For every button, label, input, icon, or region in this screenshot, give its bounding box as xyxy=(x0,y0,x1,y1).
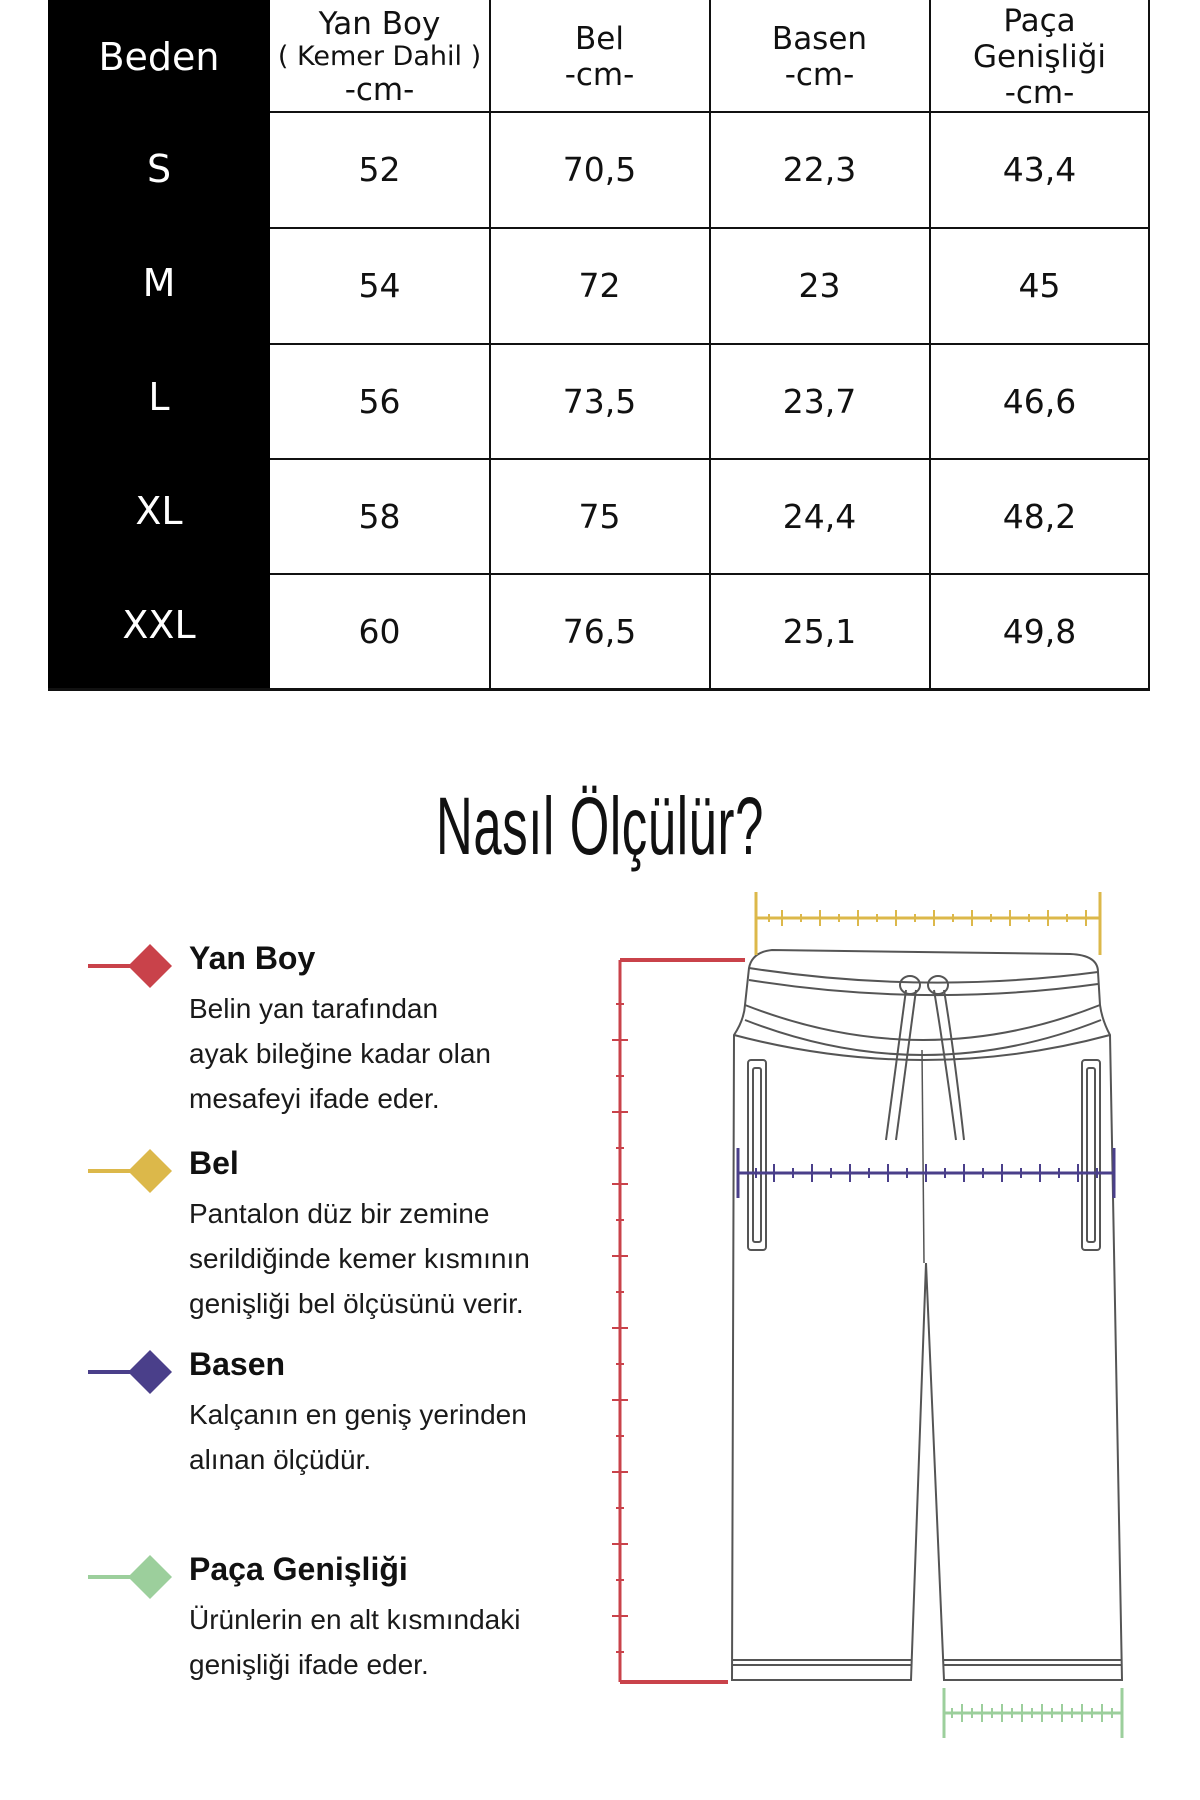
table-divider xyxy=(270,458,1150,460)
header-waist-title: Bel xyxy=(575,20,624,57)
how-to-measure-title: Nasıl Ölçülür? xyxy=(436,781,764,872)
size-cell: XL xyxy=(135,489,183,533)
diamond-marker-icon xyxy=(88,944,178,988)
leg-width-cell: 45 xyxy=(1018,265,1061,305)
legend-title: Paça Genişliği xyxy=(189,1551,408,1587)
header-hip-unit: -cm- xyxy=(784,56,855,93)
legend-line: Kalçanın en geniş yerinden xyxy=(189,1399,527,1430)
leg-width-cell: 49,8 xyxy=(1002,611,1077,651)
header-waist xyxy=(490,0,709,113)
waist-cell: 73,5 xyxy=(562,381,637,421)
header-hip xyxy=(710,0,929,113)
leg-width-cell: 48,2 xyxy=(1002,496,1077,536)
waist-measure-line xyxy=(756,892,1100,955)
pants-outline xyxy=(732,950,1122,1680)
hip-cell: 22,3 xyxy=(782,149,857,189)
leg-width-cell: 43,4 xyxy=(1002,149,1077,189)
legend-line: mesafeyi ifade eder. xyxy=(189,1083,440,1114)
legend-line: genişliği bel ölçüsünü verir. xyxy=(189,1288,524,1319)
header-leg-title-2: Genişliği xyxy=(972,38,1107,75)
size-cell: L xyxy=(148,375,170,419)
legend-title: Basen xyxy=(189,1346,286,1382)
header-leg-unit: -cm- xyxy=(1004,74,1075,111)
header-leg-width xyxy=(930,0,1149,113)
pants-outline-icon xyxy=(595,880,1160,1740)
header-length-sub: ( Kemer Dahil ) xyxy=(277,40,482,72)
hip-cell: 23 xyxy=(798,265,841,305)
legend-line: serildiğinde kemer kısmının xyxy=(189,1243,530,1274)
table-divider xyxy=(270,111,1150,113)
leg-width-measure-line xyxy=(944,1688,1122,1738)
hip-cell: 23,7 xyxy=(782,381,857,421)
hip-cell: 25,1 xyxy=(782,611,857,651)
size-cell: S xyxy=(146,147,172,191)
diamond-marker-icon xyxy=(88,1350,178,1394)
header-waist-unit: -cm- xyxy=(564,56,635,93)
legend-description xyxy=(189,986,609,1121)
waist-cell: 72 xyxy=(578,265,621,305)
legend-description xyxy=(189,1191,609,1326)
length-cell: 56 xyxy=(358,381,401,421)
header-size: Beden xyxy=(98,34,220,79)
waist-cell: 76,5 xyxy=(562,611,637,651)
header-length xyxy=(270,0,489,113)
length-cell: 60 xyxy=(358,611,401,651)
length-cell: 52 xyxy=(358,149,401,189)
hip-measure-line xyxy=(738,1148,1114,1198)
header-leg-title-1: Paça xyxy=(1003,2,1076,39)
size-chart-table xyxy=(48,0,1150,690)
length-measure-line xyxy=(612,960,745,1682)
legend-line: Ürünlerin en alt kısmındaki xyxy=(189,1604,521,1635)
legend-line: ayak bileğine kadar olan xyxy=(189,1038,491,1069)
length-cell: 58 xyxy=(358,496,401,536)
size-cell: XXL xyxy=(122,603,196,647)
legend-line: Belin yan tarafından xyxy=(189,993,439,1024)
diamond-marker-icon xyxy=(88,1555,178,1599)
legend-line: alınan ölçüdür. xyxy=(189,1444,372,1475)
legend-line: genişliği ifade eder. xyxy=(189,1649,429,1680)
legend-line: Pantalon düz bir zemine xyxy=(189,1198,490,1229)
legend-title: Bel xyxy=(189,1145,239,1181)
waist-cell: 75 xyxy=(578,496,621,536)
table-divider xyxy=(270,573,1150,575)
waist-cell: 70,5 xyxy=(562,149,637,189)
header-hip-title: Basen xyxy=(771,20,868,57)
table-divider xyxy=(270,343,1150,345)
legend-title: Yan Boy xyxy=(189,940,316,976)
diamond-marker-icon xyxy=(88,1149,178,1193)
length-cell: 54 xyxy=(358,265,401,305)
table-divider xyxy=(270,227,1150,229)
header-length-title: Yan Boy xyxy=(318,5,441,42)
size-cell: M xyxy=(142,261,176,305)
table-bottom-border xyxy=(48,688,1150,691)
legend-description xyxy=(189,1597,609,1687)
hip-cell: 24,4 xyxy=(782,496,857,536)
header-length-unit: -cm- xyxy=(344,71,415,108)
leg-width-cell: 46,6 xyxy=(1002,381,1077,421)
legend-description xyxy=(189,1392,609,1482)
